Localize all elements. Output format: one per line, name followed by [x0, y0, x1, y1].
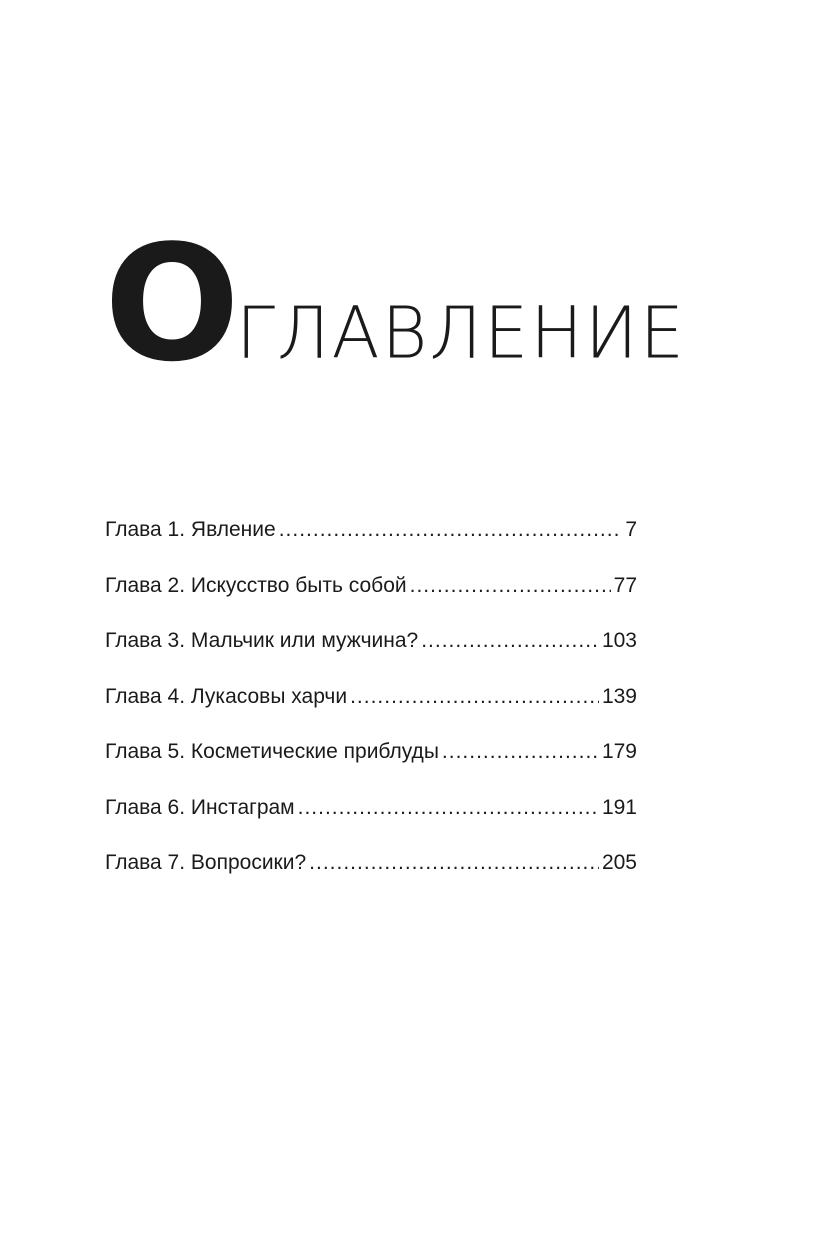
toc-chapter-title: Глава 3. Мальчик или мужчина?	[105, 629, 419, 652]
toc-dot-leader	[309, 843, 599, 883]
toc-chapter-title: Глава 7. Вопросики?	[105, 851, 307, 874]
toc-page-number: 77	[613, 573, 637, 597]
title-initial-letter: О	[104, 210, 241, 397]
toc-dot-leader	[421, 621, 599, 661]
toc-page-number: 7	[625, 518, 637, 541]
toc-page-number: 103	[601, 629, 637, 652]
title-rest: ГЛАВЛЕНИЕ	[236, 291, 686, 375]
toc-chapter-title: Глава 4. Лукасовы харчи	[105, 684, 348, 708]
toc-dot-leader	[350, 677, 599, 717]
toc-dot-leader	[442, 732, 599, 772]
toc-entry-3[interactable]	[105, 621, 637, 677]
toc-page-number: 139	[601, 684, 637, 708]
toc-dot-leader	[410, 566, 611, 606]
toc-chapter-title: Глава 2. Искусство быть собой	[105, 573, 407, 597]
toc-entry-4[interactable]	[105, 677, 637, 733]
toc-chapter-title: Глава 5. Косметические приблуды	[105, 740, 439, 763]
table-of-contents	[105, 510, 637, 899]
toc-chapter-title: Глава 1. Явление	[105, 518, 276, 541]
toc-entry-2[interactable]	[105, 566, 637, 622]
toc-entry-7[interactable]	[105, 843, 637, 899]
toc-page-number: 191	[601, 795, 637, 819]
toc-entry-1[interactable]	[105, 510, 637, 566]
toc-dot-leader	[298, 788, 599, 828]
toc-page-number: 205	[601, 851, 637, 874]
toc-chapter-title: Глава 6. Инстаграм	[105, 795, 295, 819]
toc-entry-6[interactable]	[105, 788, 637, 844]
page-title	[104, 210, 686, 397]
toc-page-number: 179	[601, 740, 637, 763]
toc-entry-5[interactable]	[105, 732, 637, 788]
toc-dot-leader	[279, 510, 623, 550]
